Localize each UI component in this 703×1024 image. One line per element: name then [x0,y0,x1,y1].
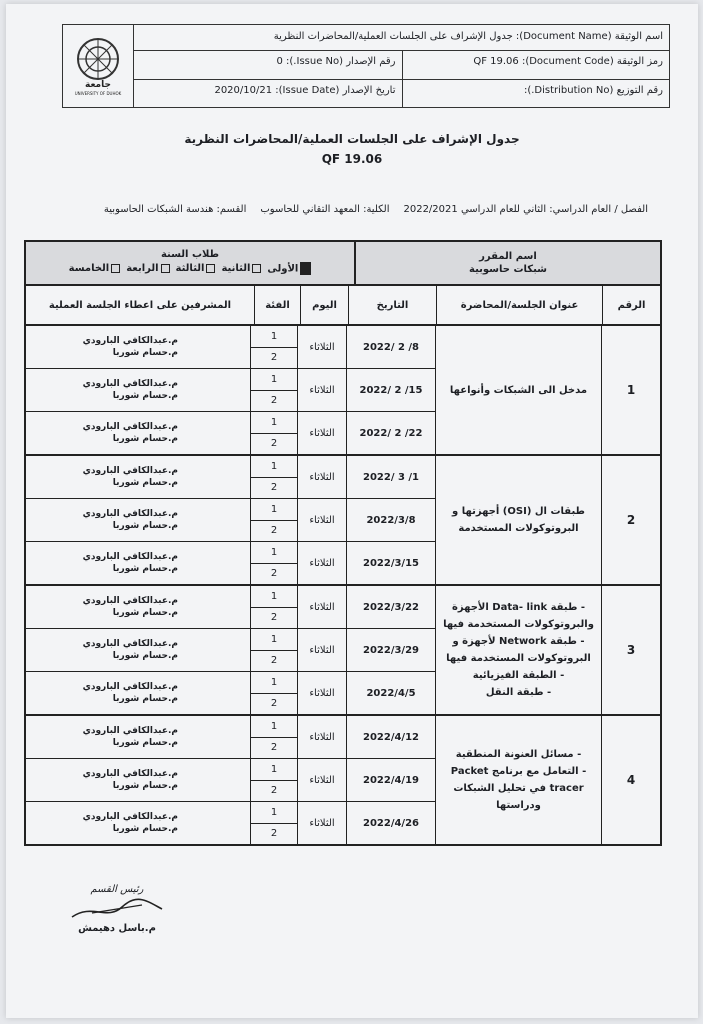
session-supervisors [26,456,250,498]
session-day: الثلاثاء [297,586,346,628]
year-label: طلاب السنة [160,249,220,260]
year-option [69,262,121,277]
supervisor-name: م.حسام شوربا [112,391,178,401]
session-date: 2022/4/5 [346,672,435,714]
year-option [267,262,311,277]
group-number: 2 [270,785,278,797]
supervisor-name: م.حسام شوربا [112,781,178,791]
session-date: 2022/3/15 [346,542,435,584]
session-date: 2022/3/22 [346,586,435,628]
college-info: الكلية: المعهد التقاني للحاسوب [260,204,390,215]
svg-text:جامعة: جامعة [85,80,111,90]
session-title-line: والبروتوكولات المستخدمة فيها [443,619,594,630]
session-date: 2022/ 3 /1 [346,456,435,498]
table-row [26,586,435,629]
supervisor-name: م.عبدالكافي البارودي [82,379,178,389]
supervisor-name: م.حسام شوربا [112,564,178,574]
session-supervisors [26,716,250,758]
department-info: القسم: هندسة الشبكات الحاسوبية [103,204,247,215]
session-groups [250,499,297,541]
session-title [435,586,601,714]
signature-role: رئيس القسم [90,884,144,895]
col-header-supervisors: المشرفين على اعطاء الجلسة العملية [48,299,232,311]
supervision-table [24,240,662,846]
session-groups [250,412,297,454]
session-supervisors [26,586,250,628]
group-number: 2 [270,828,278,840]
form-code: QF 19.06 [321,152,383,166]
col-header-day: اليوم [300,286,348,324]
doc-name: اسم الوثيقة (Document Name): جدول الإشراف على الجلسات العملية/المحاضرات النظرية [134,25,669,51]
year-option [176,262,216,277]
supervisor-name: م.عبدالكافي البارودي [82,682,178,692]
course-row [26,242,660,286]
table-row [26,759,435,802]
checkbox-icon [161,264,170,273]
session-supervisors [26,499,250,541]
group-number: 1 [251,802,297,824]
year-option-label: الثالثة [175,263,205,274]
session-supervisors [26,629,250,671]
group-number: 1 [251,326,297,348]
group-number: 2 [270,698,278,710]
course-name: شبكات حاسوبية [469,264,547,275]
supervisor-name: م.حسام شوربا [112,521,178,531]
year-option [126,262,169,277]
group-number: 2 [270,438,278,450]
session-title-line: ودراستها [496,800,541,811]
issue-no: رقم الإصدار (Issue No.): 0 [276,56,396,67]
table-row [26,456,435,499]
row-number: 4 [601,716,660,844]
table-row-group [26,326,660,456]
session-groups [250,629,297,671]
group-number: 2 [270,568,278,580]
group-number: 2 [270,482,278,494]
course-name-label: اسم المقرر [479,251,537,262]
session-date: 2022/4/12 [346,716,435,758]
session-groups [250,326,297,368]
session-title [435,716,601,844]
supervisor-name: م.حسام شوربا [112,348,178,358]
group-number: 2 [270,612,278,624]
session-title-line: البروتوكولات المستخدمة [458,523,579,534]
university-logo [63,25,134,107]
issue-date: تاريخ الإصدار (Issue Date): 2020/10/21 [214,84,396,96]
col-header-group: الفئة [254,286,300,324]
session-day: الثلاثاء [297,629,346,671]
supervisor-name: م.عبدالكافي البارودي [82,552,178,562]
session-date: 2022/ 2 /15 [346,369,435,411]
svg-text:UNIVERSITY OF DUHOK: UNIVERSITY OF DUHOK [74,91,122,96]
session-supervisors [26,412,250,454]
session-day: الثلاثاء [297,802,346,844]
session-title-line: طبقات ال (OSI) أجهزتها و [452,506,585,517]
page-title: جدول الإشراف على الجلسات العملية/المحاضرات النظرية [184,132,520,146]
group-number: 2 [270,742,278,754]
checked-box-icon [300,262,311,275]
session-groups [250,456,297,498]
checkbox-icon [111,264,120,273]
session-date: 2022/3/8 [346,499,435,541]
col-header-date: التاريخ [348,286,436,324]
year-option-label: الرابعة [126,263,159,274]
session-date: 2022/ 2 /22 [346,412,435,454]
info-line [48,204,648,215]
supervisor-name: م.عبدالكافي البارودي [82,812,178,822]
table-row [26,542,435,584]
group-number: 1 [251,629,297,651]
session-groups [250,586,297,628]
table-row-group [26,716,660,844]
session-title-line: - مسائل العنونة المنطقية [455,749,582,760]
session-date: 2022/4/19 [346,759,435,801]
session-day: الثلاثاء [297,369,346,411]
session-supervisors [26,542,250,584]
group-number: 2 [270,655,278,667]
handwritten-signature [62,895,172,923]
year-option-label: الأولى [267,263,299,275]
group-number: 1 [251,716,297,738]
group-number: 1 [251,672,297,694]
distribution-no: رقم التوزيع (Distribution No.): [402,80,670,108]
group-number: 2 [270,352,278,364]
doc-code: رمز الوثيقة (Document Code): QF 19.06 [402,51,670,79]
session-groups [250,759,297,801]
session-supervisors [26,672,250,714]
supervisor-name: م.عبدالكافي البارودي [82,596,178,606]
table-row [26,326,435,369]
session-day: الثلاثاء [297,759,346,801]
session-date: 2022/3/29 [346,629,435,671]
supervisor-name: م.حسام شوربا [112,738,178,748]
supervisor-name: م.حسام شوربا [112,694,178,704]
table-row [26,716,435,759]
session-title-line: - الطبقة الفيزيائية [472,670,565,681]
supervisor-name: م.حسام شوربا [112,824,178,834]
table-row [26,369,435,412]
supervisor-name: م.عبدالكافي البارودي [82,726,178,736]
session-date: 2022/ 2 /8 [346,326,435,368]
supervisor-name: م.عبدالكافي البارودي [82,509,178,519]
session-title-line: - التعامل مع برنامج Packet [450,766,587,777]
group-number: 2 [270,395,278,407]
term-info: الفصل / العام الدراسي: الثاني للعام الدراسي 2022/2021 [403,204,648,215]
checkbox-icon [206,264,215,273]
table-row [26,802,435,844]
table-row [26,629,435,672]
session-title-line: - طبقة Data- link الأجهزة [451,602,586,613]
checkbox-icon [252,264,261,273]
group-number: 1 [251,542,297,564]
table-row-group [26,586,660,716]
supervisor-name: م.حسام شوربا [112,651,178,661]
session-title-line: - طبقة Network لأجهزة و [452,636,585,647]
session-date: 2022/4/26 [346,802,435,844]
course-name-cell [354,242,660,284]
session-day: الثلاثاء [297,716,346,758]
session-groups [250,542,297,584]
group-number: 1 [251,499,297,521]
row-number: 1 [601,326,660,454]
session-title-line: - طبقة النقل [485,687,552,698]
year-options [26,262,354,277]
group-number: 1 [251,456,297,478]
table-row [26,499,435,542]
group-number: 1 [251,412,297,434]
course-year-cell [26,242,354,284]
session-day: الثلاثاء [297,542,346,584]
group-number: 1 [251,586,297,608]
group-number: 1 [251,759,297,781]
supervisor-name: م.عبدالكافي البارودي [82,769,178,779]
session-title-line: البروتوكولات المستخدمة فيها [446,653,591,664]
session-day: الثلاثاء [297,499,346,541]
group-number: 1 [251,369,297,391]
session-title [435,456,601,584]
session-groups [250,369,297,411]
signature-name: م.باسل دهيمش [78,923,156,934]
table-row [26,412,435,454]
supervisor-name: م.عبدالكافي البارودي [82,466,178,476]
session-day: الثلاثاء [297,412,346,454]
year-option-label: الخامسة [68,263,110,274]
year-option-label: الثانية [221,263,251,274]
table-row [26,672,435,714]
session-supervisors [26,802,250,844]
document-page [6,4,698,1018]
supervisor-name: م.عبدالكافي البارودي [82,336,178,346]
table-header [26,286,660,326]
session-day: الثلاثاء [297,672,346,714]
session-supervisors [26,369,250,411]
col-header-num: الرقم [602,286,660,324]
supervisor-name: م.عبدالكافي البارودي [82,422,178,432]
supervisor-name: م.حسام شوربا [112,608,178,618]
row-number: 3 [601,586,660,714]
session-day: الثلاثاء [297,456,346,498]
table-body [26,326,660,844]
table-row-group [26,456,660,586]
col-header-title: عنوان الجلسة/المحاضرة [436,286,602,324]
year-option [221,262,261,277]
supervisor-name: م.عبدالكافي البارودي [82,639,178,649]
supervisor-name: م.حسام شوربا [112,434,178,444]
signature-block [62,884,172,934]
session-supervisors [26,326,250,368]
group-number: 2 [270,525,278,537]
row-number: 2 [601,456,660,584]
document-header [62,24,670,108]
session-day: الثلاثاء [297,326,346,368]
session-title-line: مدخل الى الشبكات وأنواعها [449,384,588,396]
session-title [435,326,601,454]
session-supervisors [26,759,250,801]
session-groups [250,802,297,844]
session-groups [250,672,297,714]
supervisor-name: م.حسام شوربا [112,478,178,488]
session-title-line: tracer في تحليل الشبكات [453,783,584,794]
session-groups [250,716,297,758]
